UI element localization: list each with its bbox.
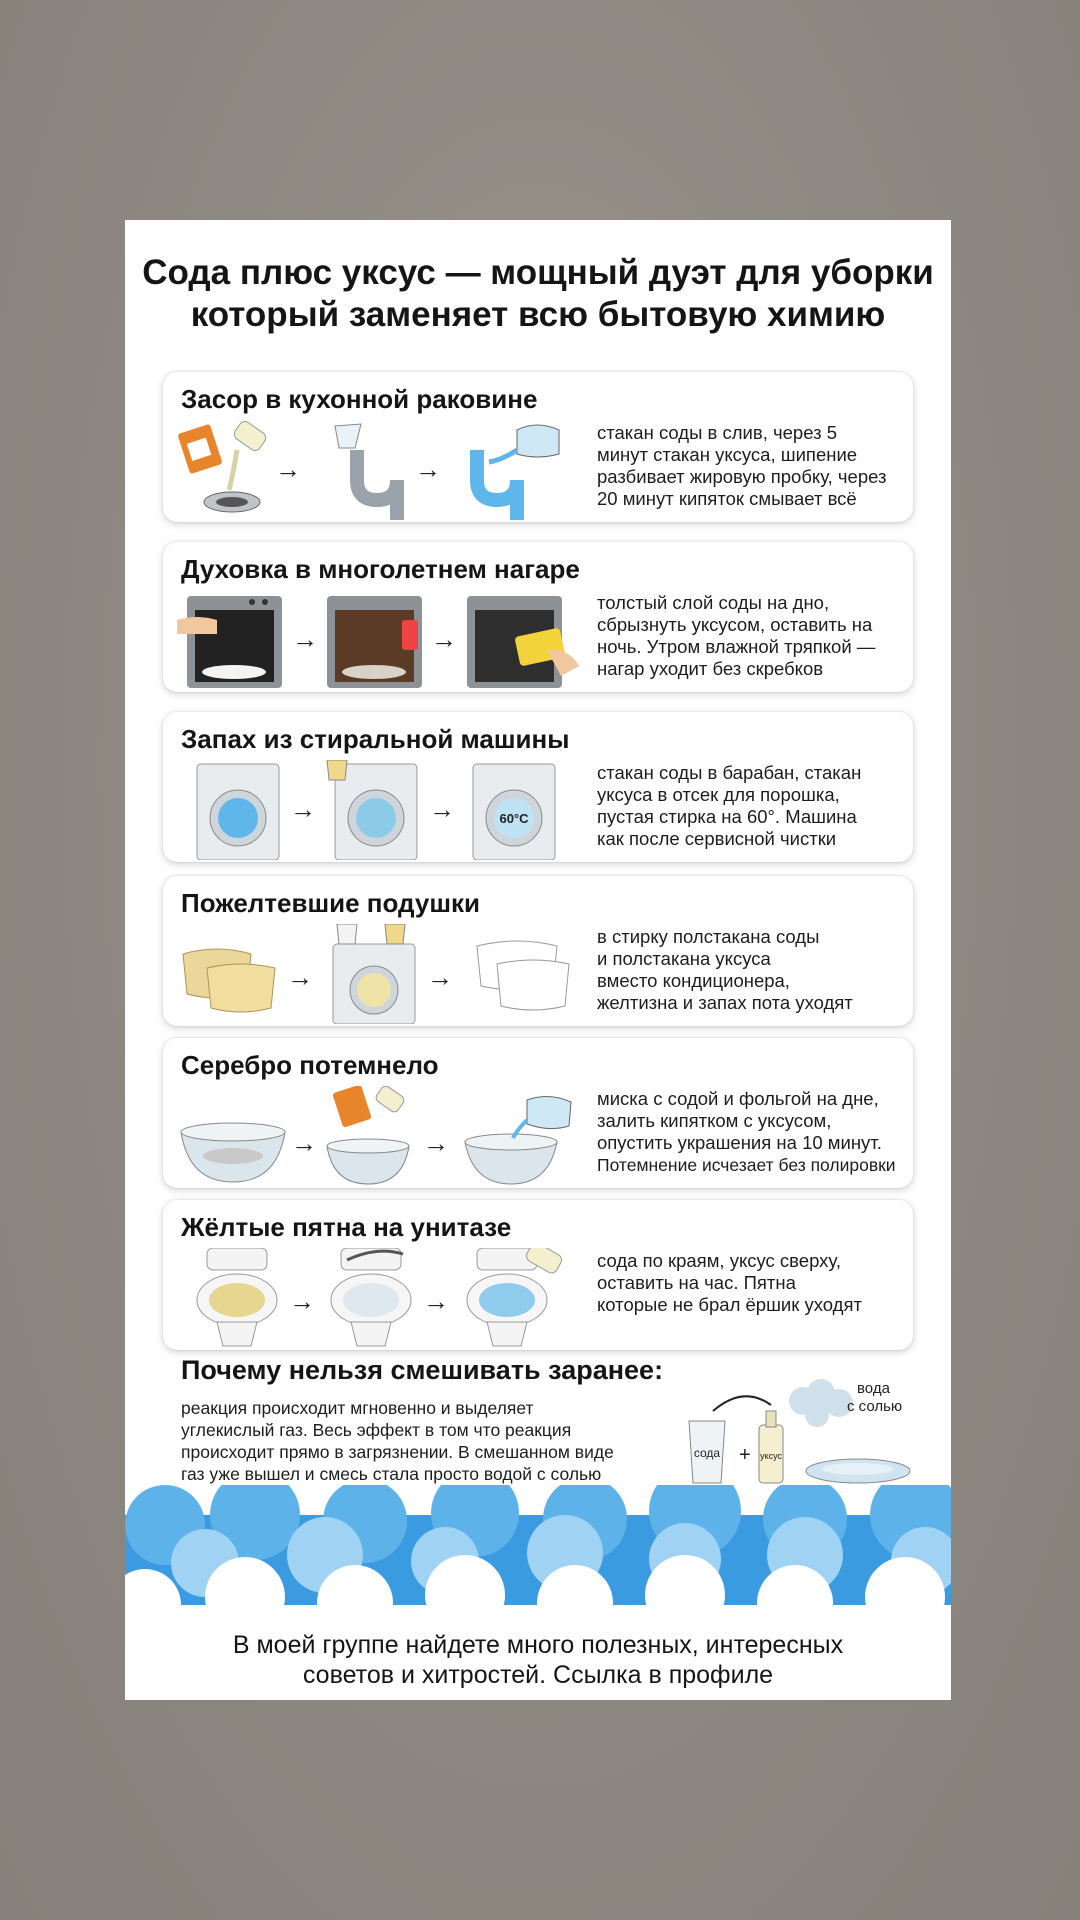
section-text: миска с содой и фольгой на дне, залить кипятком с уксусом, опустить украшения на 10 минут. Потемнение исчезает без полировки bbox=[597, 1088, 896, 1175]
washing-machine-icon bbox=[327, 760, 417, 860]
section-title: Засор в кухонной раковине bbox=[181, 384, 538, 414]
section-title: Духовка в многолетнем нагаре bbox=[181, 554, 580, 584]
bowl-icon bbox=[327, 1086, 409, 1184]
toilet-icon bbox=[467, 1248, 564, 1346]
washing-machine-illustration bbox=[177, 760, 587, 860]
section-washing-machine bbox=[163, 712, 913, 862]
pillow-icon bbox=[183, 949, 275, 1012]
section-sink bbox=[163, 372, 913, 522]
section-text: в стирку полстакана соды и полстакана уксуса вместо кондиционера, желтизна и запах пота уходят bbox=[597, 926, 853, 1013]
arrow-icon: → bbox=[423, 1128, 449, 1158]
section-title: Запах из стиральной машины bbox=[181, 724, 570, 754]
footer-text: В моей группе найдете много полезных, интересных советов и хитростей. Ссылка в профиле bbox=[232, 1631, 844, 1689]
arrow-icon: → bbox=[287, 962, 313, 992]
oven-icon bbox=[467, 596, 579, 688]
toilet-illustration bbox=[177, 1248, 587, 1348]
page-title: Сода плюс уксус — мощный дуэт для уборки который заменяет всю бытовую химию bbox=[142, 253, 934, 334]
section-title: Пожелтевшие подушки bbox=[181, 888, 480, 918]
pillow-icon bbox=[477, 941, 569, 1010]
pillows-illustration bbox=[177, 924, 587, 1024]
pipe-icon bbox=[335, 424, 397, 520]
oven-icon bbox=[177, 596, 282, 688]
infographic-card bbox=[125, 220, 951, 1700]
oven-illustration bbox=[177, 590, 587, 690]
pipe-water-icon bbox=[477, 425, 559, 520]
reaction-illustration bbox=[653, 1375, 923, 1495]
arrow-icon: → bbox=[292, 624, 318, 654]
section-text: стакан соды в слив, через 5 минут стакан уксуса, шипение разбивает жировую пробку, через 20 минут кипяток смывает всё bbox=[597, 422, 887, 509]
drain-icon bbox=[204, 492, 260, 512]
result-label: вода bbox=[857, 1380, 890, 1397]
arrow-icon: → bbox=[290, 794, 316, 824]
oven-icon bbox=[327, 596, 422, 688]
washing-machine-icon bbox=[473, 764, 555, 860]
section-text: сода по краям, уксус сверху, оставить на час. Пятна которые не брал ёршик уходят bbox=[597, 1250, 862, 1315]
bottle-icon bbox=[759, 1411, 783, 1483]
why-title: Почему нельзя смешивать заранее: bbox=[181, 1355, 664, 1385]
vinegar-bottle-icon bbox=[232, 420, 268, 453]
gas-cloud-icon bbox=[789, 1379, 853, 1427]
result-label: с солью bbox=[847, 1398, 903, 1415]
sink-illustration bbox=[177, 420, 587, 520]
toilet-icon bbox=[331, 1248, 411, 1346]
toilet-icon bbox=[197, 1248, 277, 1346]
arrow-icon: → bbox=[291, 1128, 317, 1158]
temperature-badge: 60°C bbox=[499, 811, 529, 826]
bowl-icon bbox=[465, 1096, 571, 1184]
why-section bbox=[163, 1355, 913, 1495]
arrow-icon: → bbox=[415, 454, 441, 484]
arrow-icon: → bbox=[275, 454, 301, 484]
washing-machine-icon bbox=[197, 764, 279, 860]
silver-illustration bbox=[177, 1086, 587, 1186]
section-title: Жёлтые пятна на унитазе bbox=[181, 1212, 512, 1242]
section-text: стакан соды в барабан, стакан уксуса в отсек для порошка, пустая стирка на 60°. Машина как после сервисной чистки bbox=[597, 762, 862, 849]
section-pillows bbox=[163, 876, 913, 1026]
bottle-label: уксус bbox=[760, 1451, 782, 1461]
bowl-icon bbox=[181, 1123, 285, 1182]
arrow-icon: → bbox=[423, 1286, 449, 1316]
arrow-icon: → bbox=[289, 1286, 315, 1316]
section-title: Серебро потемнело bbox=[181, 1050, 439, 1080]
glass-label: сода bbox=[693, 1446, 721, 1460]
plate-icon bbox=[806, 1459, 910, 1483]
section-silver bbox=[163, 1038, 913, 1188]
section-text: толстый слой соды на дно, сбрызнуть уксусом, оставить на ночь. Утром влажной тряпкой — нагар уходит без скребков bbox=[597, 592, 876, 679]
section-oven bbox=[163, 542, 913, 692]
soda-box-icon bbox=[177, 424, 222, 474]
plus-sign: + bbox=[739, 1444, 751, 1466]
glass-icon bbox=[689, 1421, 725, 1483]
washing-machine-icon bbox=[333, 924, 415, 1024]
why-text: реакция происходит мгновенно и выделяет углекислый газ. Весь эффект в том что реакция происходит прямо в загрязнении. В смешанном виде газ уже вышел и смесь стала просто водой с солью bbox=[181, 1398, 614, 1484]
clouds-decoration bbox=[125, 1485, 951, 1625]
section-toilet bbox=[163, 1200, 913, 1350]
arrow-icon: → bbox=[427, 962, 453, 992]
arrow-icon: → bbox=[429, 794, 455, 824]
arrow-icon: → bbox=[431, 624, 457, 654]
arrow-icon bbox=[713, 1396, 771, 1411]
